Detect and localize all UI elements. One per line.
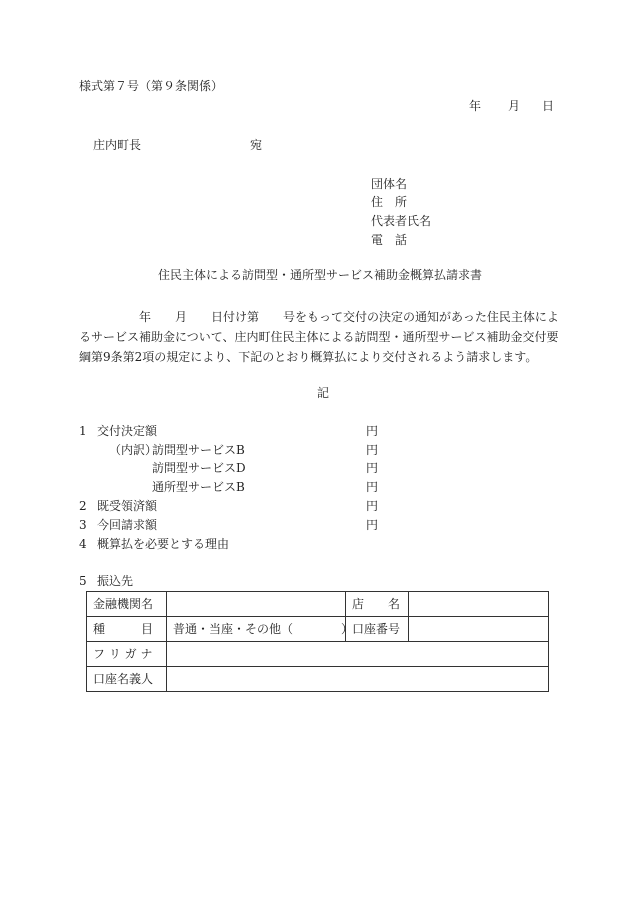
breakdown-sub-1-yen: 円 — [366, 443, 379, 457]
phone-label: 電 話 — [371, 233, 408, 247]
branch-field[interactable] — [409, 592, 549, 617]
breakdown-label: （内訳） — [109, 443, 158, 457]
breakdown-sub-3-yen: 円 — [366, 480, 379, 494]
breakdown-sub-3: 通所型サービスB — [152, 480, 245, 494]
form-number: 様式第７号（第９条関係） — [79, 79, 224, 93]
item-2-label: 既受領済額 — [97, 499, 158, 513]
request-body — [79, 307, 559, 367]
representative-label: 代表者氏名 — [371, 214, 432, 228]
date-day-label: 日 — [542, 99, 555, 113]
table-row — [87, 642, 549, 667]
addressee-honorific: 宛 — [250, 138, 263, 152]
addressee-name: 庄内町長 — [93, 138, 142, 152]
body-line-3: 綱第9条第2項の規定により、下記のとおり概算払により交付されるよう請求します。 — [79, 350, 538, 364]
item-1-yen: 円 — [366, 424, 379, 438]
item-4-number: 4 — [79, 537, 87, 551]
body-line-1: 年 月 日付け第 号をもって交付の決定の通知があった住民主体によ — [79, 310, 559, 324]
document-title: 住民主体による訪問型・通所型サービス補助金概算払請求書 — [158, 268, 483, 282]
account-type-label: 種 目 — [87, 617, 167, 642]
table-row — [87, 592, 549, 617]
date-month-label: 月 — [508, 99, 521, 113]
table-row — [87, 617, 549, 642]
bank-name-field[interactable] — [167, 592, 346, 617]
address-label: 住 所 — [371, 195, 408, 209]
breakdown-sub-2: 訪問型サービスD — [152, 461, 246, 475]
account-holder-label: 口座名義人 — [87, 667, 167, 692]
item-3-label: 今回請求額 — [97, 518, 158, 532]
item-4-label: 概算払を必要とする理由 — [97, 537, 230, 551]
item-2-yen: 円 — [366, 499, 379, 513]
item-3-yen: 円 — [366, 518, 379, 532]
table-row — [87, 667, 549, 692]
branch-label: 店 名 — [346, 592, 409, 617]
date-year-label: 年 — [469, 99, 482, 113]
item-5-label: 振込先 — [97, 574, 134, 588]
account-type-options[interactable]: 普通・当座・その他（ ） — [167, 617, 346, 642]
item-1-number: 1 — [79, 424, 87, 438]
breakdown-sub-2-yen: 円 — [366, 461, 379, 475]
item-2-number: 2 — [79, 499, 87, 513]
account-holder-field[interactable] — [167, 667, 549, 692]
bank-name-label: 金融機関名 — [87, 592, 167, 617]
furigana-field[interactable] — [167, 642, 549, 667]
account-number-label: 口座番号 — [346, 617, 409, 642]
furigana-label: フ リ ガ ナ — [87, 642, 167, 667]
account-number-field[interactable] — [409, 617, 549, 642]
body-line-2: るサービス補助金について、庄内町住民主体による訪問型・通所型サービス補助金交付要 — [79, 330, 559, 344]
bank-account-table — [86, 591, 549, 692]
breakdown-sub-1: 訪問型サービスB — [152, 443, 245, 457]
group-name-label: 団体名 — [371, 177, 408, 191]
item-5-number: 5 — [79, 574, 87, 588]
ki-heading: 記 — [317, 386, 330, 400]
item-3-number: 3 — [79, 518, 87, 532]
item-1-label: 交付決定額 — [97, 424, 158, 438]
